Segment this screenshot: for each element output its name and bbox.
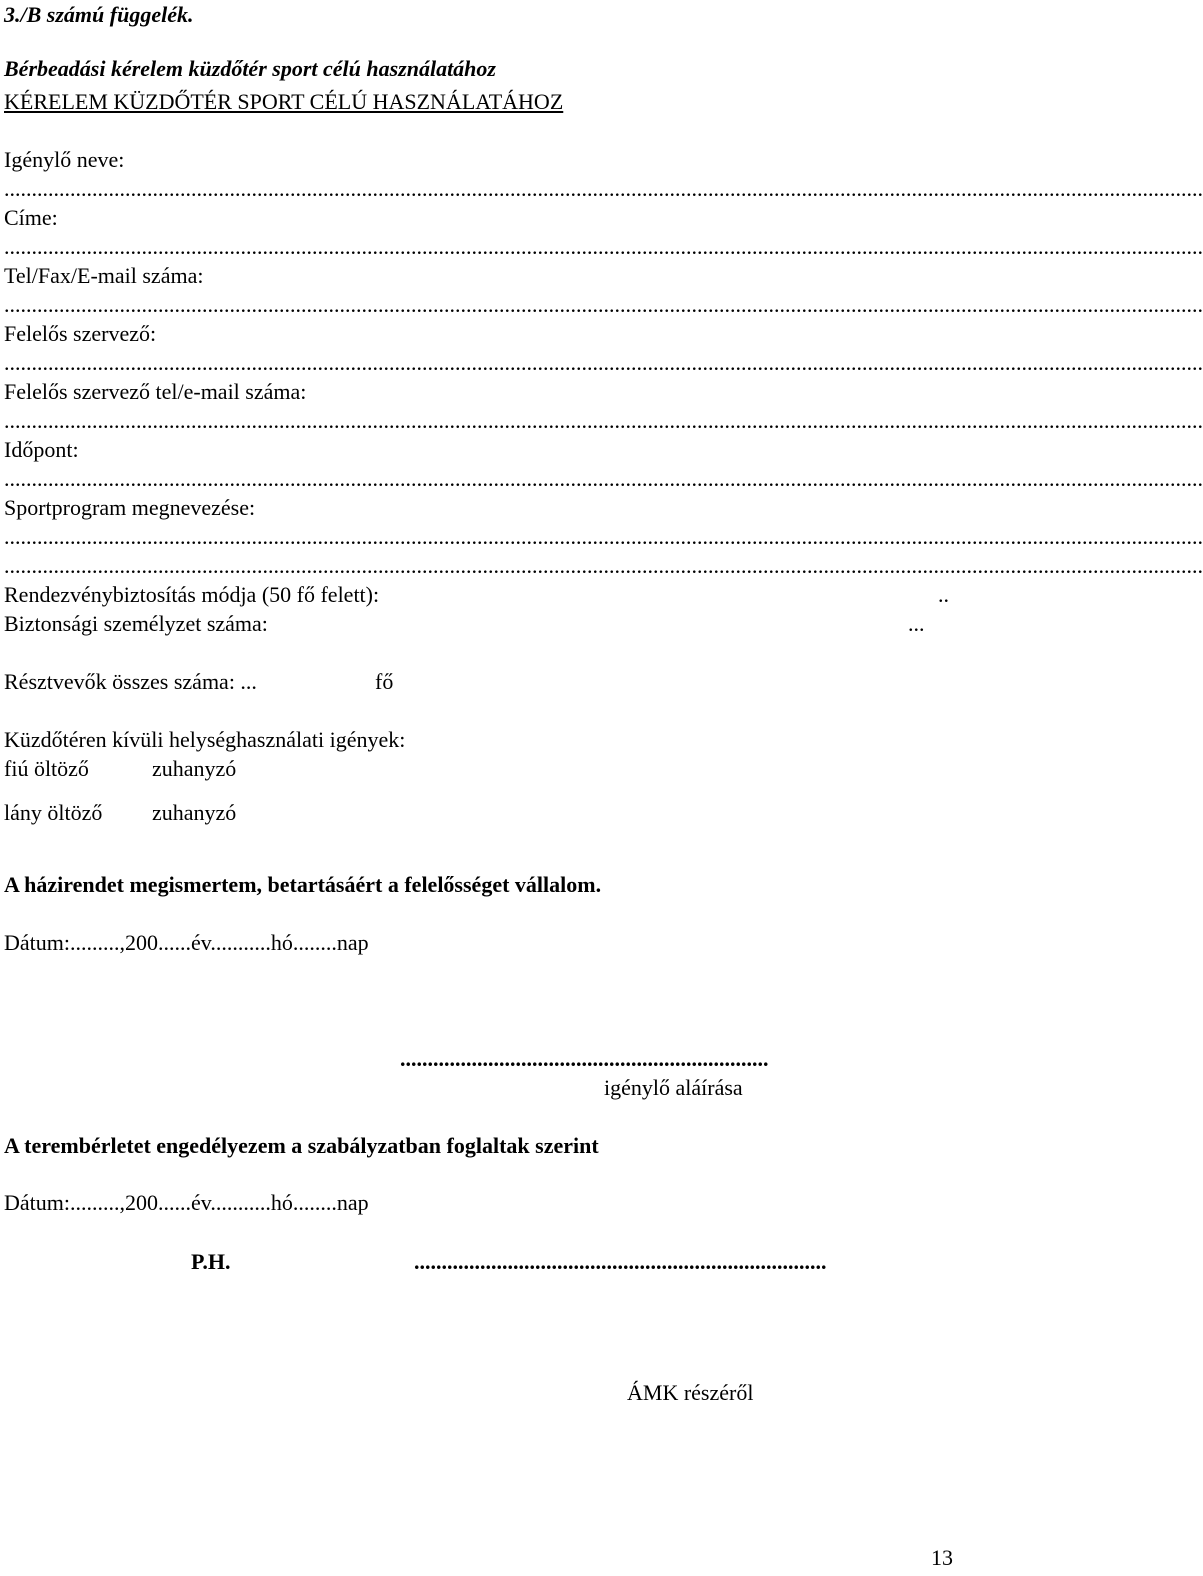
- address-field[interactable]: ..........................................................................................................................................................................................................................: [4, 234, 1203, 259]
- organizer-field[interactable]: ..........................................................................................................................................................................................................................: [4, 350, 1203, 375]
- stamp-placeholder: P.H.: [191, 1249, 231, 1274]
- date-line[interactable]: Dátum:.........,200......év...........hó........nap: [4, 930, 369, 955]
- applicant-signature-label: igénylő aláírása: [604, 1075, 743, 1100]
- organizer-label: Felelős szervező:: [4, 321, 157, 346]
- form-title: KÉRELEM KÜZDŐTÉR SPORT CÉLÚ HASZNÁLATÁHOZ: [4, 89, 564, 114]
- girls-locker: lány öltöző: [4, 800, 103, 825]
- time-label: Időpont:: [4, 437, 79, 462]
- organizer-contact-field[interactable]: ..........................................................................................................................................................................................................................: [4, 408, 1203, 433]
- time-field[interactable]: ..........................................................................................................................................................................................................................: [4, 466, 1203, 491]
- contact-label: Tel/Fax/E-mail száma:: [4, 263, 204, 288]
- program-name-label: Sportprogram megnevezése:: [4, 495, 256, 520]
- approval-statement: A terembérletet engedélyezem a szabályzatban foglaltak szerint: [4, 1133, 599, 1158]
- date-line-approval[interactable]: Dátum:.........,200......év...........hó........nap: [4, 1190, 369, 1215]
- amk-signature-line[interactable]: ...........................................................................: [414, 1249, 827, 1274]
- form-subtitle: Bérbeadási kérelem küzdőtér sport célú használatához: [4, 56, 496, 81]
- applicant-signature-line[interactable]: ...................................................................: [400, 1046, 769, 1071]
- security-staff-label: Biztonsági személyzet száma:: [4, 611, 268, 636]
- girls-shower: zuhanyzó: [152, 800, 237, 825]
- applicant-name-label: Igénylő neve:: [4, 147, 125, 172]
- facilities-heading: Küzdőtéren kívüli helységhasználati igények:: [4, 727, 406, 752]
- boys-locker: fiú öltöző: [4, 756, 89, 781]
- security-mode-label: Rendezvénybiztosítás módja (50 fő felett):: [4, 582, 380, 607]
- address-label: Címe:: [4, 205, 58, 230]
- program-name-field-1[interactable]: ..........................................................................................................................................................................................................................: [4, 524, 1203, 549]
- contact-field[interactable]: ..........................................................................................................................................................................................................................: [4, 292, 1203, 317]
- security-staff-end: ...: [908, 611, 925, 636]
- applicant-name-field[interactable]: ..........................................................................................................................................................................................................................: [4, 176, 1203, 201]
- participants-unit: fő: [375, 669, 394, 694]
- appendix-label: 3./B számú függelék.: [4, 2, 194, 27]
- organizer-contact-label: Felelős szervező tel/e-mail száma:: [4, 379, 307, 404]
- house-rules-statement: A házirendet megismertem, betartásáért a felelősséget vállalom.: [4, 872, 602, 897]
- security-mode-end: ..: [938, 582, 949, 607]
- page-number: 13: [931, 1545, 953, 1570]
- program-name-field-2[interactable]: ..........................................................................................................................................................................................................................: [4, 553, 1203, 578]
- boys-shower: zuhanyzó: [152, 756, 237, 781]
- participants-label: Résztvevők összes száma: ...: [4, 669, 257, 694]
- amk-label: ÁMK részéről: [627, 1380, 754, 1405]
